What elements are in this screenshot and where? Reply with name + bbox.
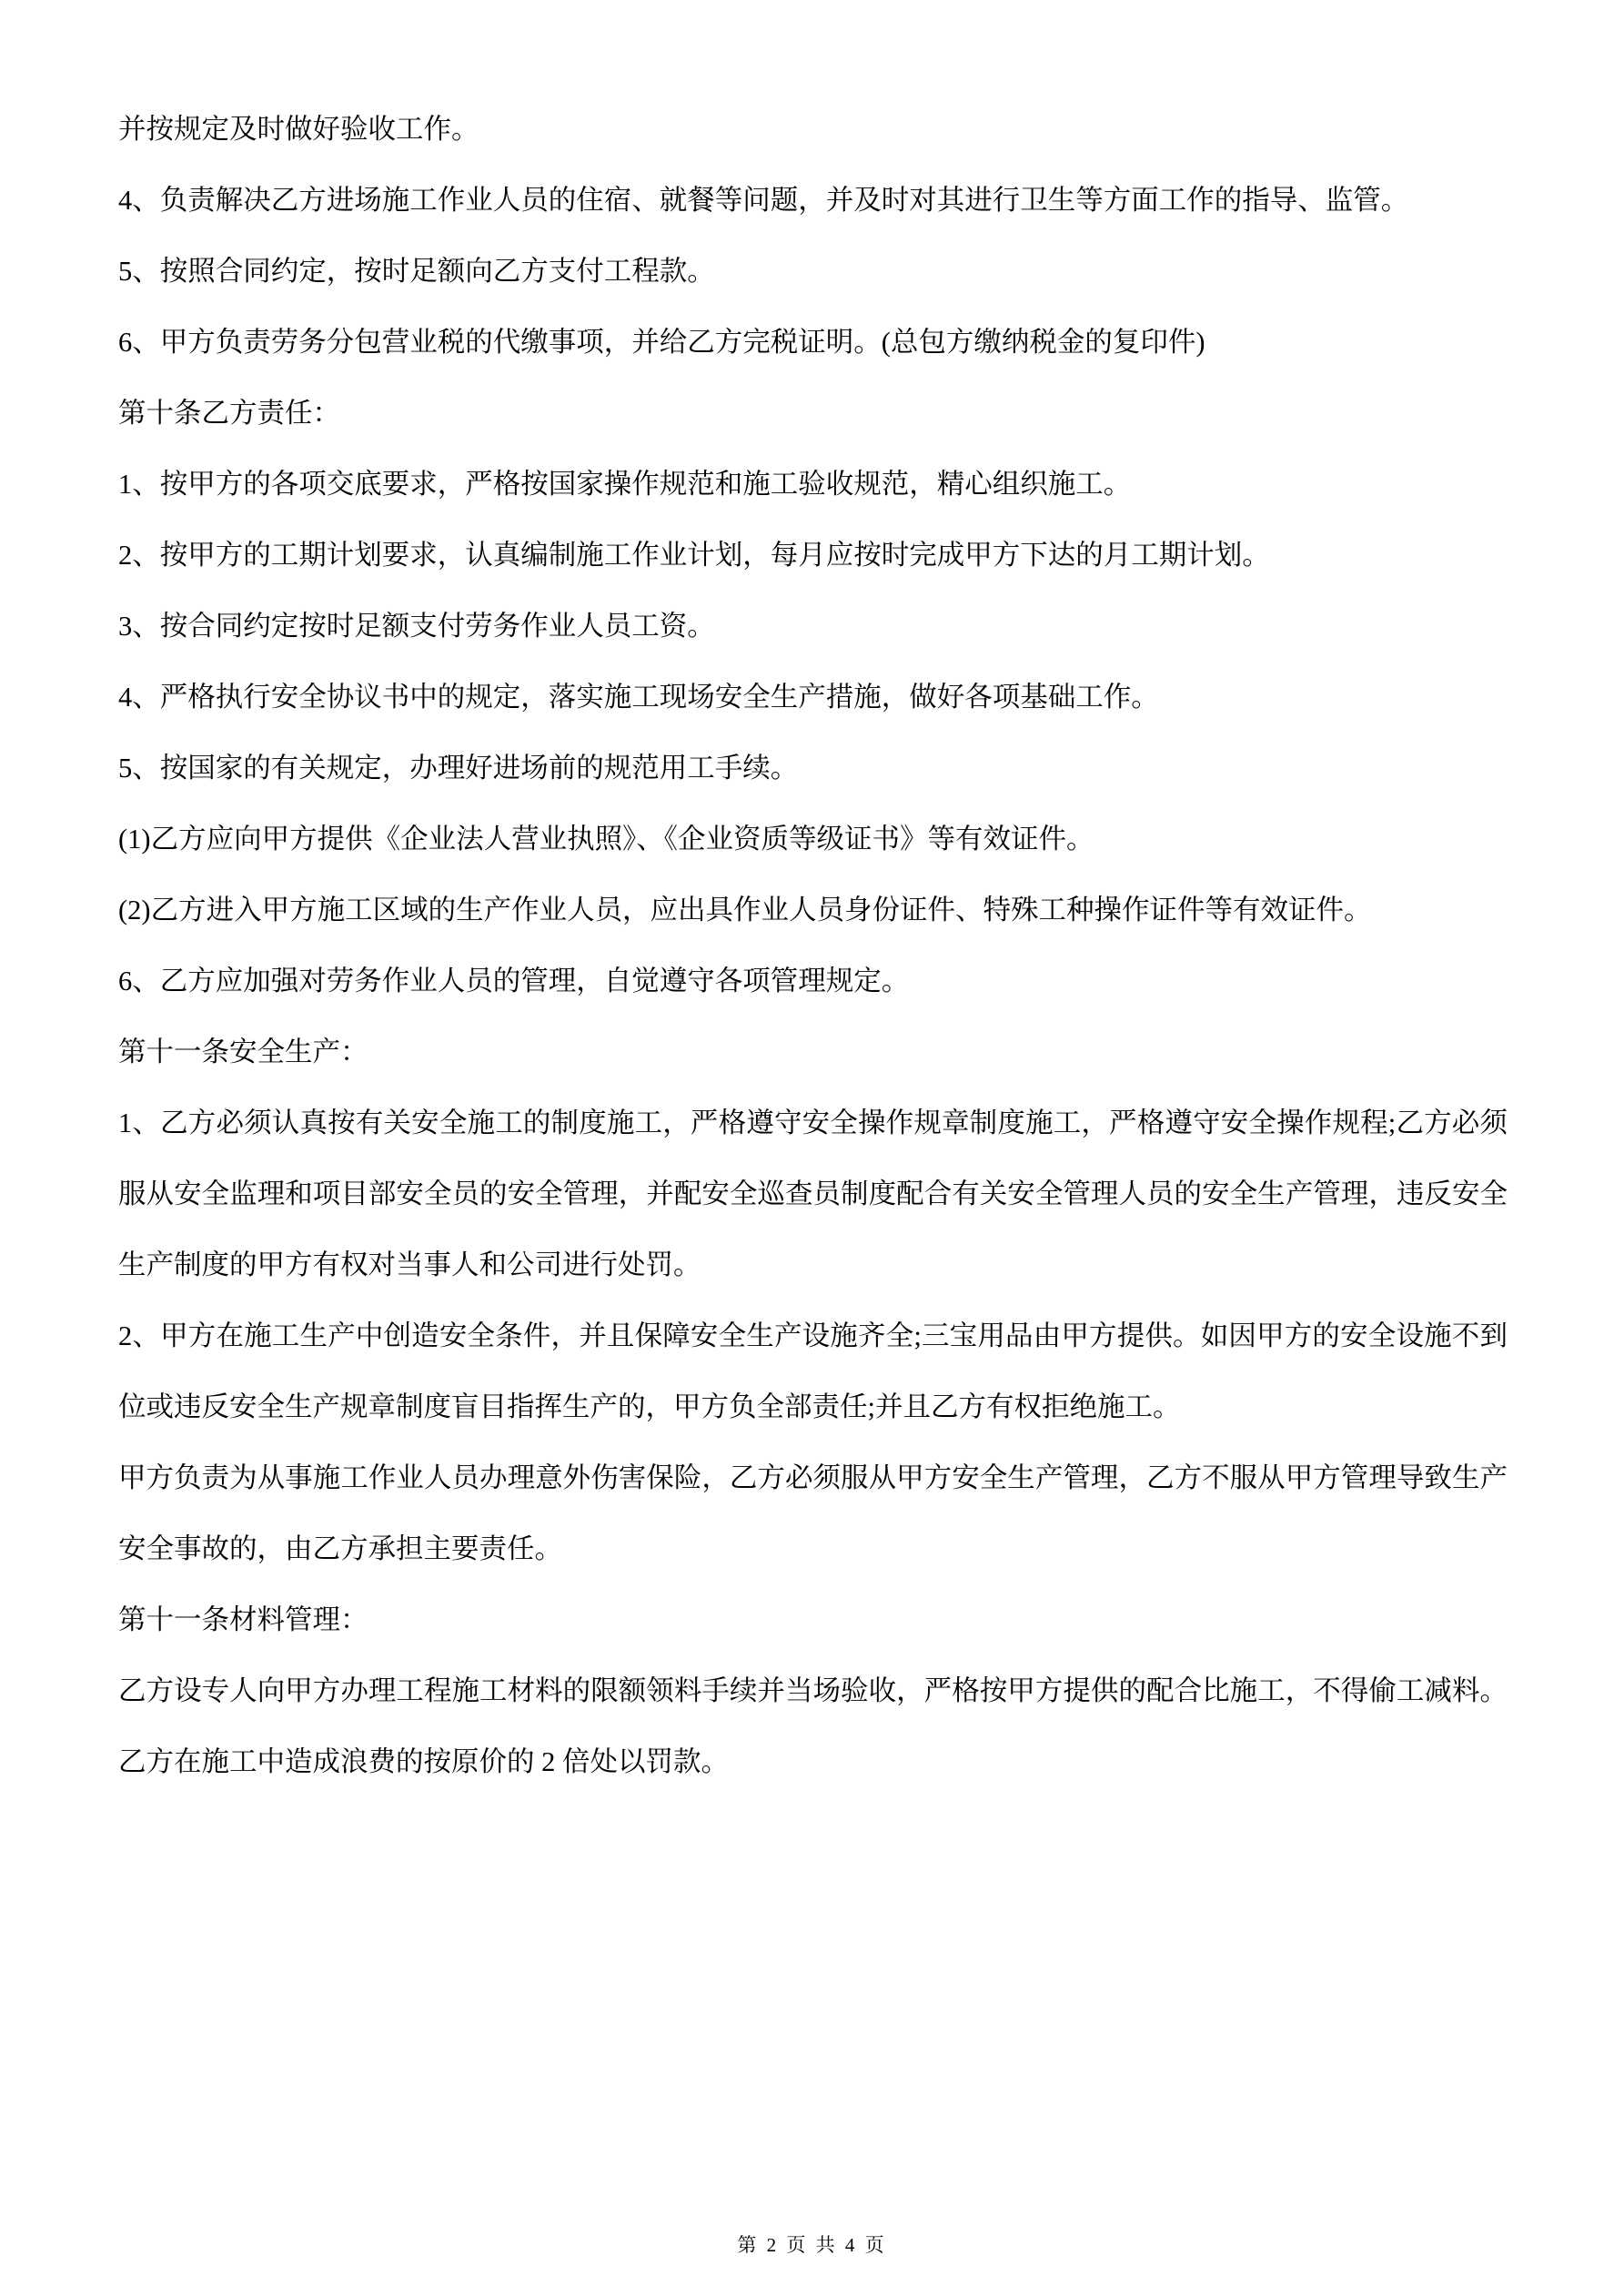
section-heading: 第十条乙方责任：: [118, 398, 340, 429]
paragraph: 6、甲方负责劳务分包营业税的代缴事项，并给乙方完税证明。(总包方缴纳税金的复印件): [118, 327, 1205, 358]
paragraph: 5、按国家的有关规定，办理好进场前的规范用工手续。: [118, 753, 799, 784]
paragraph: 2、甲方在施工生产中创造安全条件，并且保障安全生产设施齐全;三宝用品由甲方提供。如因甲方的安全设施不到位或违反安全生产规章制度盲目指挥生产的，甲方负全部责任;并且乙方有权拒绝施工。: [118, 1320, 1508, 1422]
paragraph: 1、按甲方的各项交底要求，严格按国家操作规范和施工验收规范，精心组织施工。: [118, 469, 1132, 500]
paragraph: 6、乙方应加强对劳务作业人员的管理，自觉遵守各项管理规定。: [118, 966, 910, 996]
paragraph: (1)乙方应向甲方提供《企业法人营业执照》、《企业资质等级证书》等有效证件。: [118, 824, 1094, 855]
paragraph: 2、按甲方的工期计划要求，认真编制施工作业计划，每月应按时完成甲方下达的月工期计划。: [118, 540, 1270, 571]
paragraph: 4、负责解决乙方进场施工作业人员的住宿、就餐等问题，并及时对其进行卫生等方面工作的指导、监管。: [118, 185, 1409, 216]
section-heading: 第十一条安全生产：: [118, 1037, 368, 1067]
document-body: [118, 94, 1508, 1797]
paragraph: 乙方设专人向甲方办理工程施工材料的限额领料手续并当场验收，严格按甲方提供的配合比施工，不得偷工减料。乙方在施工中造成浪费的按原价的 2 倍处以罚款。: [118, 1675, 1508, 1777]
paragraph: 并按规定及时做好验收工作。: [118, 114, 479, 145]
paragraph: (2)乙方进入甲方施工区域的生产作业人员，应出具作业人员身份证件、特殊工种操作证件等有效证件。: [118, 895, 1372, 925]
paragraph: 5、按照合同约定，按时足额向乙方支付工程款。: [118, 256, 715, 287]
paragraph: 3、按合同约定按时足额支付劳务作业人员工资。: [118, 611, 715, 642]
page-number-footer: 第 2 页 共 4 页: [737, 2234, 887, 2256]
section-heading: 第十一条材料管理：: [118, 1604, 368, 1635]
paragraph: 1、乙方必须认真按有关安全施工的制度施工，严格遵守安全操作规章制度施工，严格遵守安全操作规程;乙方必须服从安全监理和项目部安全员的安全管理，并配安全巡查员制度配合有关安全管理人员的安全生产管理，违反安全生产制度的甲方有权对当事人和公司进行处罚。: [118, 1108, 1508, 1280]
paragraph: 4、严格执行安全协议书中的规定，落实施工现场安全生产措施，做好各项基础工作。: [118, 682, 1159, 713]
paragraph: 甲方负责为从事施工作业人员办理意外伤害保险，乙方必须服从甲方安全生产管理，乙方不服从甲方管理导致生产安全事故的，由乙方承担主要责任。: [118, 1462, 1508, 1564]
